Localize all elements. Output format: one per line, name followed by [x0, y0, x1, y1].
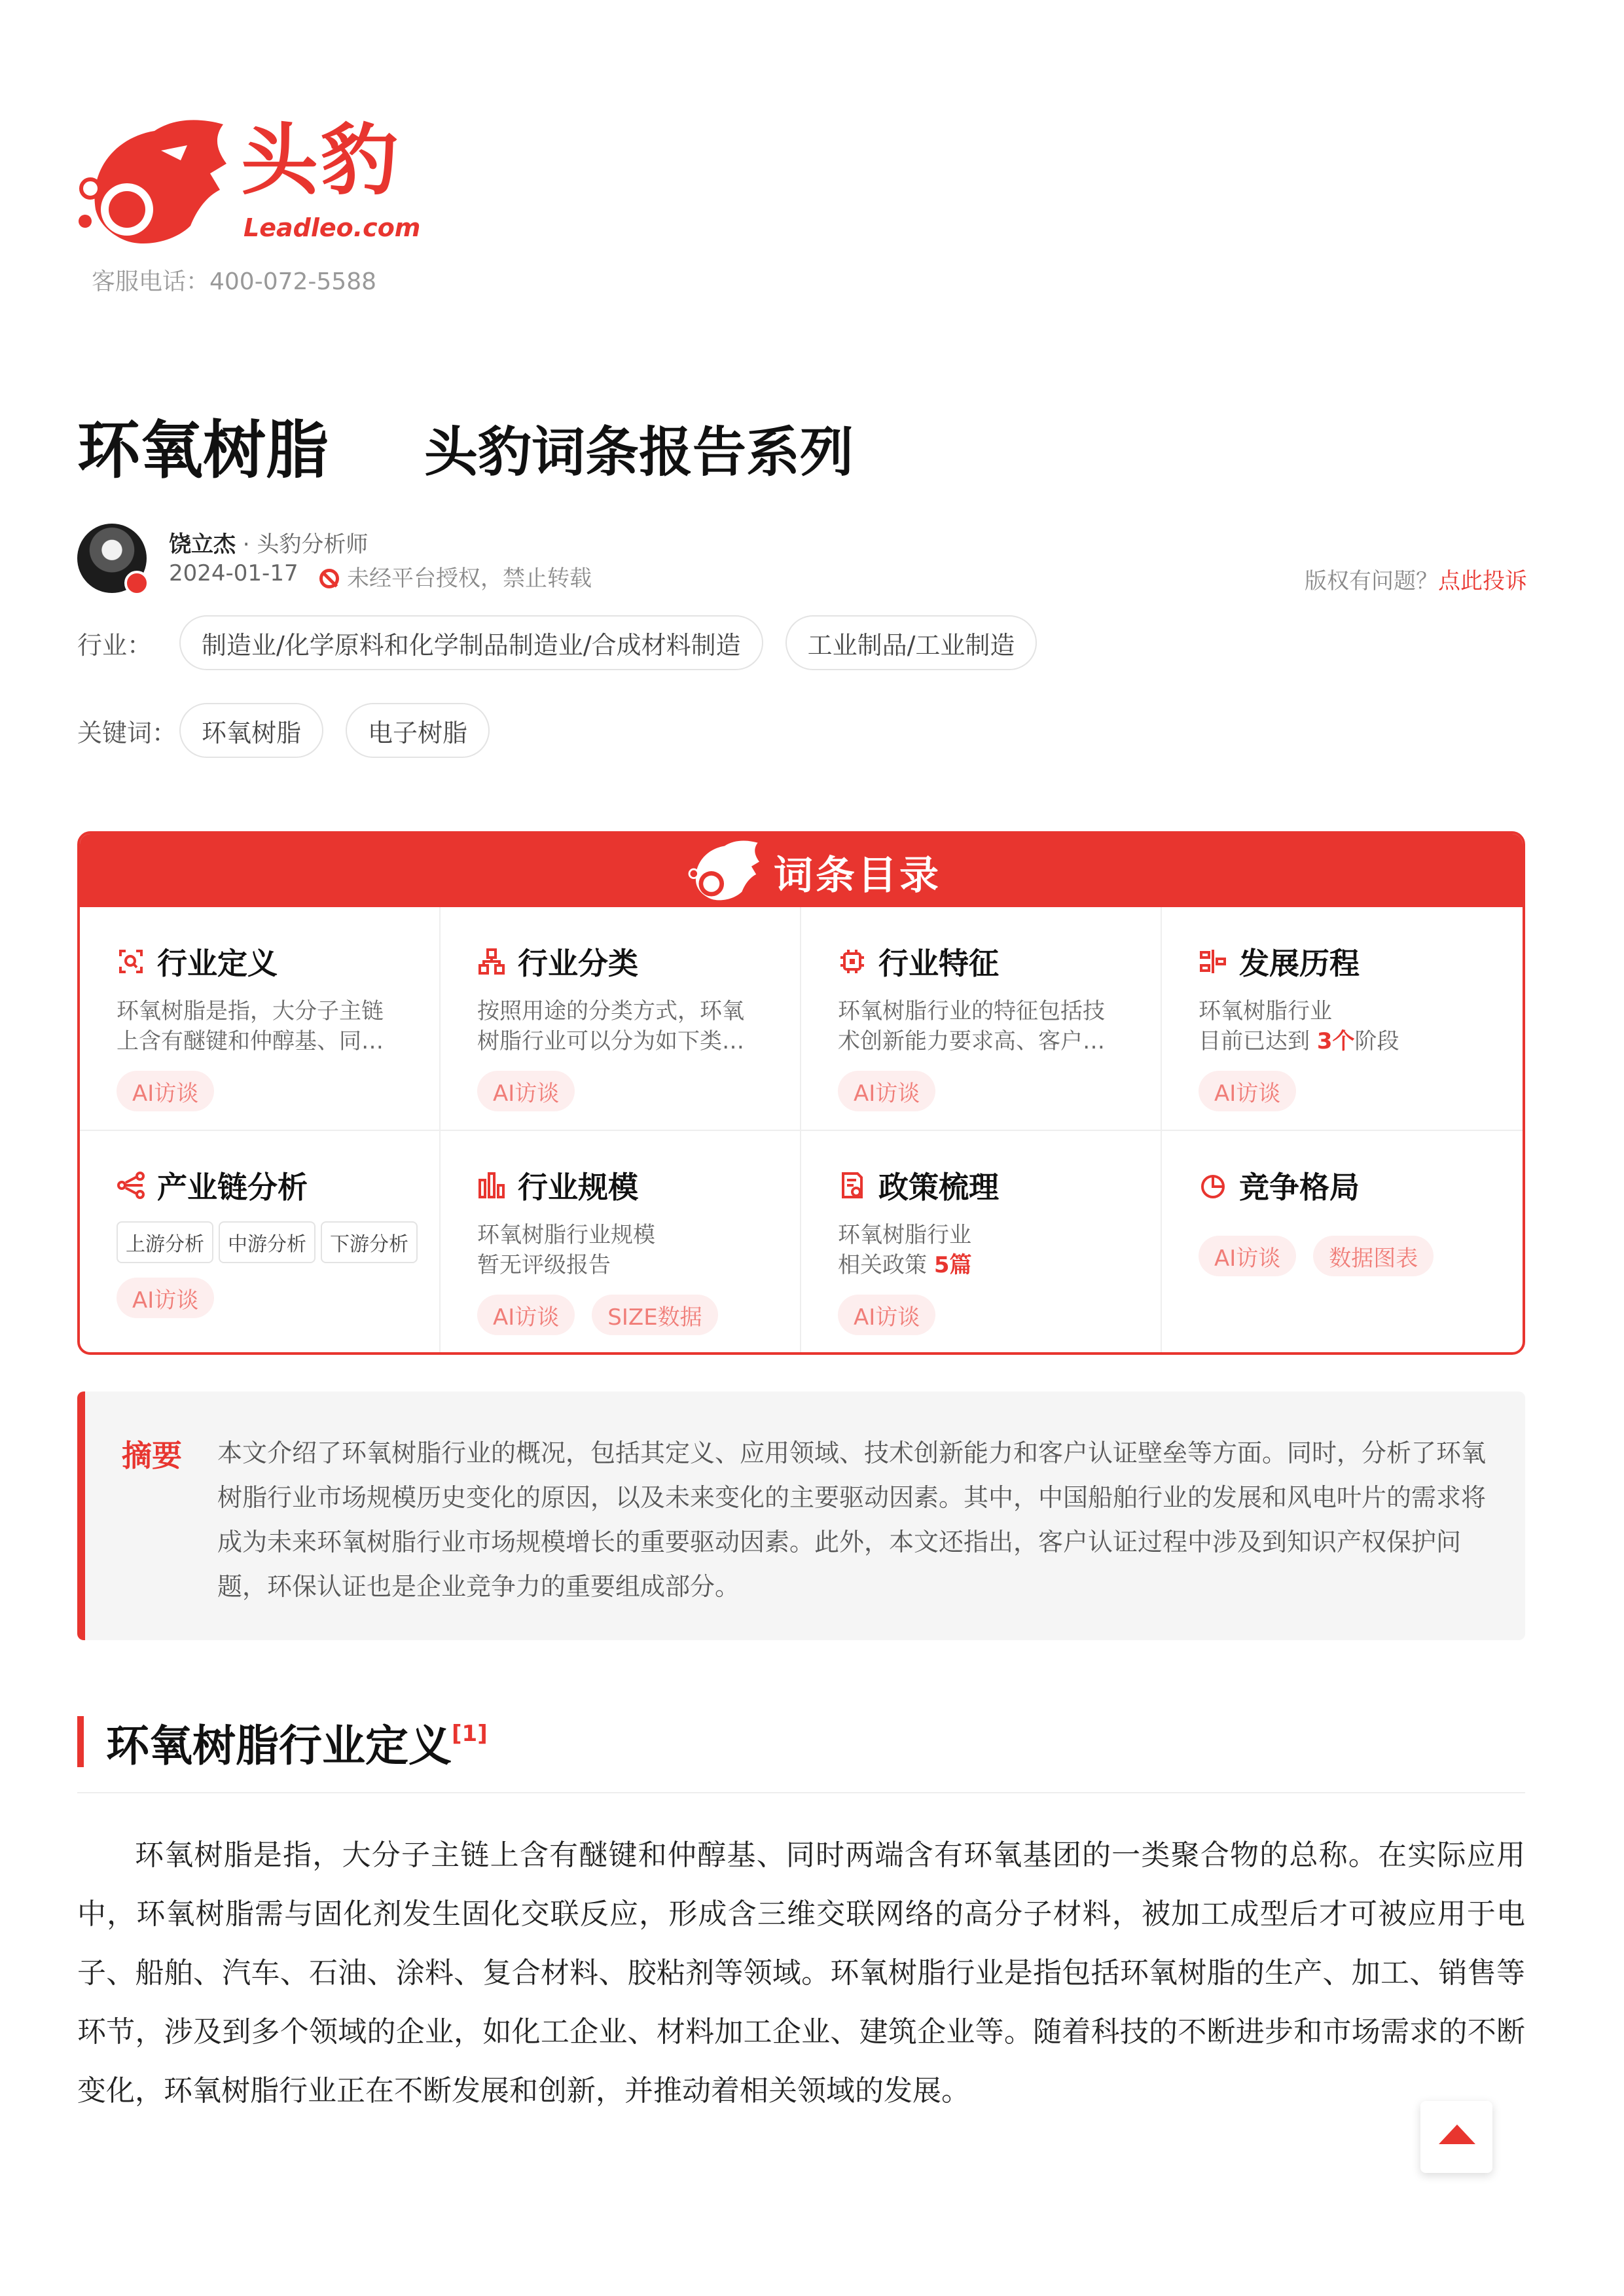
- toc-item-desc: [1199, 996, 1487, 1056]
- verified-badge-icon: [124, 571, 149, 596]
- timeline-icon: [1199, 947, 1227, 976]
- toc-item-desc-suffix: 阶段: [1354, 1028, 1399, 1054]
- table-of-contents: [77, 831, 1525, 1355]
- toc-item-title: [838, 940, 1161, 983]
- back-to-top-button[interactable]: [1420, 2101, 1492, 2173]
- ai-interview-button[interactable]: AI访谈: [117, 1278, 214, 1318]
- toc-item-desc: 环氧树脂行业的特征包括技术创新能力要求高、客户…: [838, 998, 1105, 1054]
- brand-name: 头豹: [241, 115, 401, 206]
- toc-item-title: [117, 1164, 439, 1207]
- toc-item-desc: [838, 1220, 1126, 1280]
- toc-title: 词条目录: [774, 853, 941, 899]
- toc-item-classification[interactable]: [441, 907, 801, 1131]
- ai-interview-button[interactable]: AI访谈: [117, 1071, 214, 1111]
- keyword-tag[interactable]: 电子树脂: [346, 703, 490, 758]
- toc-item-definition[interactable]: [80, 907, 441, 1131]
- policy-count: 5篇: [933, 1252, 972, 1278]
- toc-item-market-size[interactable]: [441, 1131, 801, 1355]
- chip-icon: [838, 947, 867, 976]
- toc-item-title: [477, 1164, 800, 1207]
- ai-interview-button[interactable]: AI访谈: [477, 1071, 575, 1111]
- stage-count: 3个: [1316, 1028, 1355, 1054]
- keyword-tag[interactable]: 环氧树脂: [179, 703, 323, 758]
- industry-tag[interactable]: 工业制品/工业制造: [785, 615, 1038, 670]
- chain-icon: [117, 1171, 145, 1200]
- leopard-logo-icon: [682, 836, 767, 906]
- search-doc-icon: [117, 947, 145, 976]
- section-title: [106, 1711, 488, 1773]
- service-phone: 客服电话：400-072-5588: [92, 268, 377, 295]
- ai-interview-button[interactable]: AI访谈: [838, 1295, 935, 1335]
- toc-item-title: [477, 940, 800, 983]
- policy-doc-icon: [838, 1171, 867, 1200]
- toc-item-competition[interactable]: [1162, 1131, 1523, 1355]
- toc-item-desc: 环氧树脂是指，大分子主链上含有醚键和仲醇基、同…: [117, 998, 384, 1054]
- toc-item-title: [117, 940, 439, 983]
- size-data-button[interactable]: SIZE数据: [592, 1295, 717, 1335]
- prohibited-icon: [319, 569, 339, 588]
- toc-item-title-text: 竞争格局: [1239, 1170, 1360, 1205]
- section-title-text: 环氧树脂行业定义: [106, 1721, 452, 1771]
- copyright-notice-text: 未经平台授权，禁止转载: [347, 565, 592, 592]
- downstream-tag[interactable]: 下游分析: [321, 1221, 418, 1263]
- copyright-question: 版权有问题？: [1305, 568, 1438, 594]
- ai-interview-button[interactable]: AI访谈: [838, 1071, 935, 1111]
- author-role: · 头豹分析师: [236, 531, 369, 558]
- keywords-row: [77, 703, 512, 758]
- toc-item-title: [1199, 940, 1523, 983]
- toc-item-title: [838, 1164, 1161, 1207]
- data-chart-button[interactable]: 数据图表: [1313, 1236, 1434, 1276]
- toc-header: [80, 834, 1523, 907]
- toc-item-title-text: 行业分类: [518, 946, 638, 981]
- section-body: 环氧树脂是指，大分子主链上含有醚键和仲醇基、同时两端含有环氧基团的一类聚合物的总称。在实际应用中，环氧树脂需与固化剂发生固化交联反应，形成含三维交联网络的高分子材料，被加工成型后才可被应用于电子、船舶、汽车、石油、涂料、复合材料、胶粘剂等领域。环氧树脂行业是指包括环氧树脂的生产、加工、销售等环节，涉及到多个领域的企业，如化工企业、材料加工企业、建筑企业等。随着科技的不断进步和市场需求的不断变化，环氧树脂行业正在不断发展和创新，并推动着相关领域的发展。: [77, 1839, 1525, 2108]
- industry-label: 行业：: [77, 630, 153, 660]
- toc-item-features[interactable]: [801, 907, 1162, 1131]
- publish-date: 2024-01-17: [169, 560, 298, 586]
- toc-item-policy[interactable]: [801, 1131, 1162, 1355]
- keywords-label: 关键词：: [77, 718, 177, 747]
- toc-item-title-text: 行业定义: [157, 946, 278, 981]
- toc-item-industry-chain[interactable]: [80, 1131, 441, 1355]
- reference-link[interactable]: [1]: [452, 1721, 488, 1747]
- toc-item-desc: 环氧树脂行业规模 暂无评级报告: [477, 1222, 655, 1278]
- brand-site: Leadleo.com: [244, 213, 421, 242]
- toc-item-history[interactable]: [1162, 907, 1523, 1131]
- toc-item-title-text: 发展历程: [1239, 946, 1360, 981]
- page-title: [77, 401, 854, 490]
- title-main: 环氧树脂: [77, 414, 329, 487]
- author-name[interactable]: [169, 526, 368, 558]
- midstream-tag[interactable]: 中游分析: [219, 1221, 316, 1263]
- toc-item-desc: 按照用途的分类方式，环氧树脂行业可以分为如下类…: [477, 998, 744, 1054]
- hierarchy-icon: [477, 947, 506, 976]
- toc-item-desc-text: 环氧树脂行业 相关政策: [838, 1222, 971, 1278]
- section-heading: [77, 1708, 1525, 1793]
- leopard-logo-icon: [76, 111, 233, 255]
- section-accent-bar: [77, 1716, 84, 1767]
- report-link[interactable]: 点此投诉: [1438, 568, 1527, 594]
- industry-row: [77, 615, 1059, 670]
- ai-interview-button[interactable]: AI访谈: [477, 1295, 575, 1335]
- toc-item-title-text: 行业特征: [878, 946, 999, 981]
- ai-interview-button[interactable]: AI访谈: [1199, 1236, 1296, 1276]
- summary-text: 本文介绍了环氧树脂行业的概况，包括其定义、应用领域、技术创新能力和客户认证壁垒等方面。同时，分析了环氧树脂行业市场规模历史变化的原因，以及未来变化的主要驱动因素。其中，中国船舶行业的发展和风电叶片的需求将成为未来环氧树脂行业市场规模增长的重要驱动因素。此外，本文还指出，客户认证过程中涉及到知识产权保护问题，环保认证也是企业竞争力的重要组成部分。: [217, 1439, 1487, 1601]
- author-name-text: 饶立杰: [169, 531, 236, 558]
- toc-grid: [80, 907, 1523, 1355]
- summary-box: [77, 1391, 1525, 1640]
- industry-tag[interactable]: 制造业/化学原料和化学制品制造业/合成材料制造: [179, 615, 763, 670]
- ai-interview-button[interactable]: AI访谈: [1199, 1071, 1296, 1111]
- bar-chart-icon: [477, 1171, 506, 1200]
- copyright-report: [1305, 563, 1527, 595]
- toc-item-title-text: 行业规模: [518, 1170, 638, 1205]
- pie-chart-icon: [1199, 1171, 1227, 1200]
- toc-item-desc-text: 环氧树脂行业 目前已达到: [1199, 998, 1332, 1054]
- copyright-notice: [319, 560, 592, 592]
- toc-item-title-text: 政策梳理: [878, 1170, 999, 1205]
- summary-label: 摘要: [122, 1438, 182, 1473]
- upstream-tag[interactable]: 上游分析: [117, 1221, 213, 1263]
- title-series: 头豹词条报告系列: [424, 422, 854, 484]
- toc-item-title-text: 产业链分析: [157, 1170, 308, 1205]
- toc-item-title: [1199, 1164, 1523, 1207]
- brand-logo[interactable]: [76, 111, 421, 255]
